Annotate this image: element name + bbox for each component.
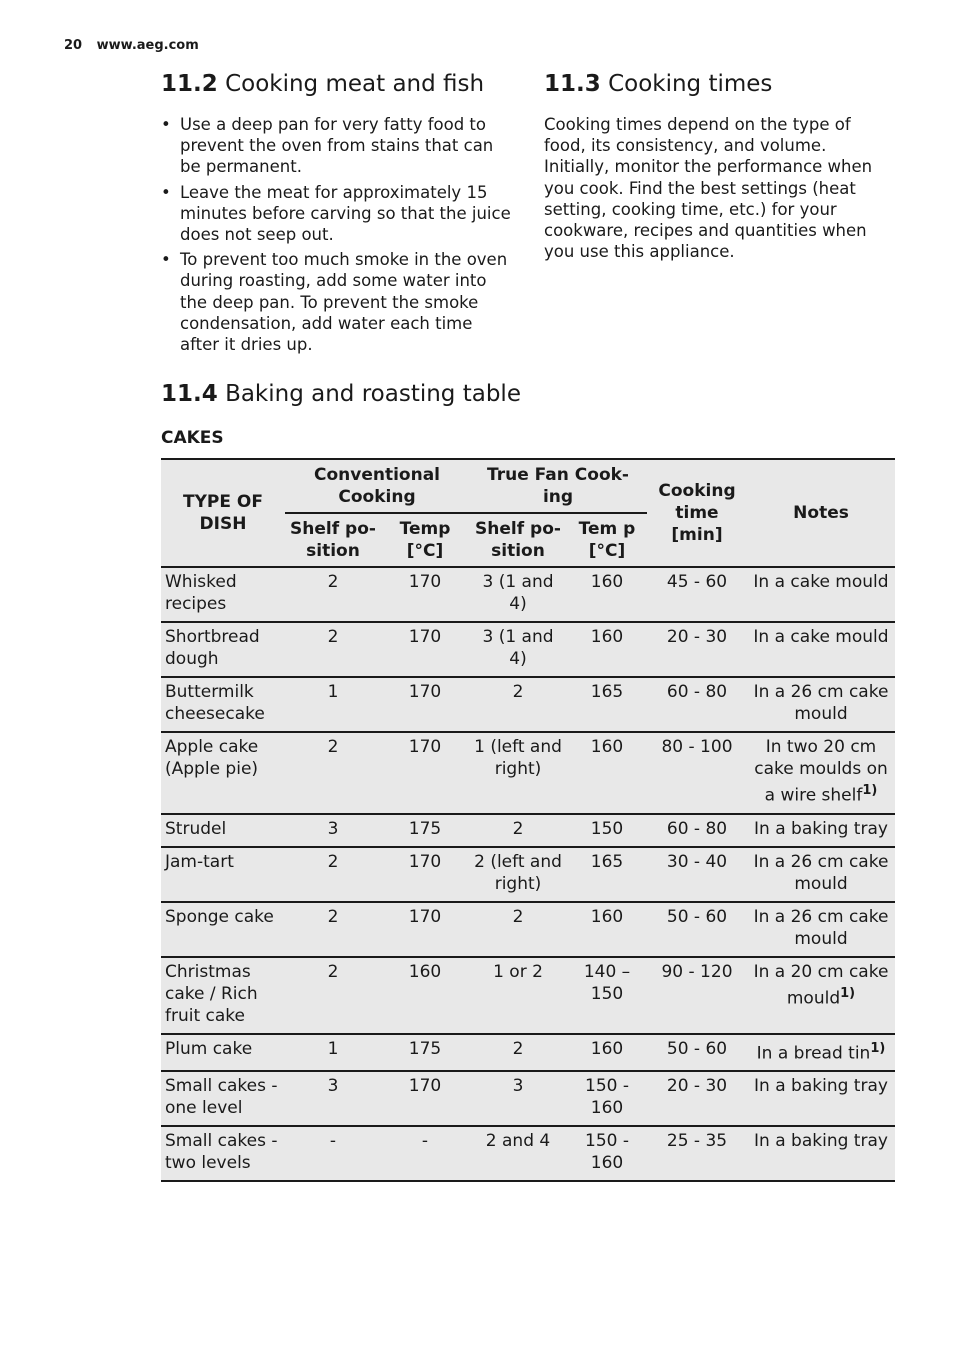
table-row <box>161 847 895 902</box>
baking-table <box>161 458 895 1182</box>
fan-temp-cell: 160 <box>567 567 647 622</box>
conv-temp-cell: 175 <box>381 1034 469 1072</box>
header-conv-temp: Temp [°C] <box>381 513 469 567</box>
bullet-icon: • <box>161 115 171 134</box>
fan-shelf-cell: 2 <box>469 1034 567 1072</box>
fan-temp-cell: 160 <box>567 732 647 814</box>
footnote-marker: 1) <box>870 1040 886 1056</box>
conv-shelf-cell: - <box>285 1126 381 1181</box>
table-row <box>161 814 895 847</box>
fan-temp-cell: 160 <box>567 1034 647 1072</box>
notes-cell: In a cake mould <box>747 567 895 622</box>
header-cooking-time: Cooking time [min] <box>647 459 747 567</box>
conv-shelf-cell: 3 <box>285 814 381 847</box>
header-fan-shelf: Shelf po-sition <box>469 513 567 567</box>
table-row <box>161 567 895 622</box>
notes-cell: In a 26 cm cake mould <box>747 847 895 902</box>
cooking-time-cell: 30 - 40 <box>647 847 747 902</box>
dish-name: Whisked recipes <box>161 567 285 622</box>
conv-shelf-cell: 2 <box>285 957 381 1034</box>
fan-temp-cell: 165 <box>567 677 647 732</box>
list-item: • Leave the meat for approximately 15 minutes before carving so that the juice does not seep out. <box>161 182 511 245</box>
cooking-time-cell: 60 - 80 <box>647 814 747 847</box>
conv-temp-cell: 160 <box>381 957 469 1034</box>
section-baking-table <box>161 380 521 408</box>
table-row <box>161 1034 895 1072</box>
header-notes: Notes <box>747 459 895 567</box>
conv-temp-cell: 175 <box>381 814 469 847</box>
conv-shelf-cell: 2 <box>285 622 381 677</box>
site-url[interactable]: www.aeg.com <box>96 38 199 53</box>
section-title: Cooking times <box>608 71 773 97</box>
table-subheading: CAKES <box>161 428 224 448</box>
cooking-time-cell: 25 - 35 <box>647 1126 747 1181</box>
section-title: Cooking meat and fish <box>225 71 485 97</box>
dish-name: Strudel <box>161 814 285 847</box>
section-paragraph: Cooking times depend on the type of food, its consistency, and volume. Initially, monitor the performance when you cook. Find the best settings (heat setting, cooking time, etc.) for your cookware, recipes and quantities when you use this appliance. <box>544 115 873 262</box>
section-heading <box>161 380 521 408</box>
notes-cell: In a 20 cm cake mould$^{1)}$ <box>747 957 895 1034</box>
bullet-icon: • <box>161 250 171 270</box>
notes-cell: In a baking tray <box>747 814 895 847</box>
notes-cell: In two 20 cm cake moulds on a wire shelf$^{1)}$ <box>747 732 895 814</box>
conv-shelf-cell: 3 <box>285 1071 381 1126</box>
section-cooking-meat-fish <box>161 70 511 359</box>
fan-shelf-cell: 2 (left and right) <box>469 847 567 902</box>
list-item: • To prevent too much smoke in the oven during roasting, add some water into the deep pan. To prevent the smoke condensation, add water each time after it dries up. <box>161 250 508 355</box>
conv-temp-cell: 170 <box>381 677 469 732</box>
conv-shelf-cell: 2 <box>285 567 381 622</box>
fan-shelf-cell: 2 <box>469 677 567 732</box>
table-row <box>161 732 895 814</box>
header-conventional-cooking: Conventional Cooking <box>285 459 469 513</box>
tips-list <box>161 114 511 355</box>
section-number: 11.3 <box>544 71 601 97</box>
cooking-time-cell: 80 - 100 <box>647 732 747 814</box>
fan-temp-cell: 160 <box>567 622 647 677</box>
table-body <box>161 567 895 1181</box>
notes-cell: In a baking tray <box>747 1071 895 1126</box>
conv-temp-cell: 170 <box>381 732 469 814</box>
cooking-time-cell: 45 - 60 <box>647 567 747 622</box>
footnote-marker: 1) <box>840 985 856 1001</box>
conv-shelf-cell: 2 <box>285 732 381 814</box>
notes-cell: In a cake mould <box>747 622 895 677</box>
conv-temp-cell: - <box>381 1126 469 1181</box>
fan-shelf-cell: 3 (1 and 4) <box>469 567 567 622</box>
fan-shelf-cell: 1 or 2 <box>469 957 567 1034</box>
table-row <box>161 622 895 677</box>
notes-cell: In a baking tray <box>747 1126 895 1181</box>
fan-temp-cell: 140 – 150 <box>567 957 647 1034</box>
dish-name: Plum cake <box>161 1034 285 1072</box>
table-row <box>161 957 895 1034</box>
section-heading <box>544 70 889 98</box>
cooking-time-cell: 90 - 120 <box>647 957 747 1034</box>
dish-name: Christmas cake / Rich fruit cake <box>161 957 285 1034</box>
bullet-icon: • <box>161 182 171 202</box>
conv-temp-cell: 170 <box>381 622 469 677</box>
fan-temp-cell: 150 - 160 <box>567 1071 647 1126</box>
header-type-of-dish: TYPE OF DISH <box>161 459 285 567</box>
notes-cell: In a bread tin$^{1)}$ <box>747 1034 895 1072</box>
cooking-time-cell: 20 - 30 <box>647 1071 747 1126</box>
page-number: 20 <box>64 38 83 53</box>
conv-shelf-cell: 1 <box>285 677 381 732</box>
fan-shelf-cell: 1 (left and right) <box>469 732 567 814</box>
dish-name: Sponge cake <box>161 902 285 957</box>
cooking-time-cell: 60 - 80 <box>647 677 747 732</box>
notes-cell: In a 26 cm cake mould <box>747 902 895 957</box>
table-row <box>161 1071 895 1126</box>
dish-name: Jam-tart <box>161 847 285 902</box>
fan-temp-cell: 160 <box>567 902 647 957</box>
fan-shelf-cell: 2 <box>469 902 567 957</box>
cooking-time-cell: 20 - 30 <box>647 622 747 677</box>
dish-name: Small cakes - one level <box>161 1071 285 1126</box>
fan-shelf-cell: 3 (1 and 4) <box>469 622 567 677</box>
dish-name: Small cakes - two levels <box>161 1126 285 1181</box>
table-row <box>161 902 895 957</box>
conv-temp-cell: 170 <box>381 847 469 902</box>
conv-shelf-cell: 1 <box>285 1034 381 1072</box>
dish-name: Shortbread dough <box>161 622 285 677</box>
table-row <box>161 677 895 732</box>
table-row <box>161 1126 895 1181</box>
conv-temp-cell: 170 <box>381 902 469 957</box>
fan-temp-cell: 165 <box>567 847 647 902</box>
header-true-fan-cooking: True Fan Cook-ing <box>469 459 647 513</box>
footnote-marker: 1) <box>862 783 878 798</box>
section-cooking-times <box>544 70 889 262</box>
fan-shelf-cell: 2 <box>469 814 567 847</box>
conv-temp-cell: 170 <box>381 1071 469 1126</box>
notes-cell: In a 26 cm cake mould <box>747 677 895 732</box>
cooking-time-cell: 50 - 60 <box>647 902 747 957</box>
fan-temp-cell: 150 <box>567 814 647 847</box>
section-number: 11.2 <box>161 71 218 97</box>
section-heading <box>161 70 511 98</box>
conv-shelf-cell: 2 <box>285 902 381 957</box>
section-number: 11.4 <box>161 381 218 407</box>
list-item: • Use a deep pan for very fatty food to prevent the oven from stains that can be permanent. <box>161 115 494 177</box>
fan-temp-cell: 150 - 160 <box>567 1126 647 1181</box>
fan-shelf-cell: 2 and 4 <box>469 1126 567 1181</box>
cooking-time-cell: 50 - 60 <box>647 1034 747 1072</box>
fan-shelf-cell: 3 <box>469 1071 567 1126</box>
dish-name: Apple cake (Apple pie) <box>161 732 285 814</box>
conv-shelf-cell: 2 <box>285 847 381 902</box>
header-fan-temp: Tem p [°C] <box>567 513 647 567</box>
section-title: Baking and roasting table <box>225 381 521 407</box>
header-conv-shelf: Shelf po-sition <box>285 513 381 567</box>
dish-name: Buttermilk cheesecake <box>161 677 285 732</box>
conv-temp-cell: 170 <box>381 567 469 622</box>
page-header <box>64 38 199 53</box>
